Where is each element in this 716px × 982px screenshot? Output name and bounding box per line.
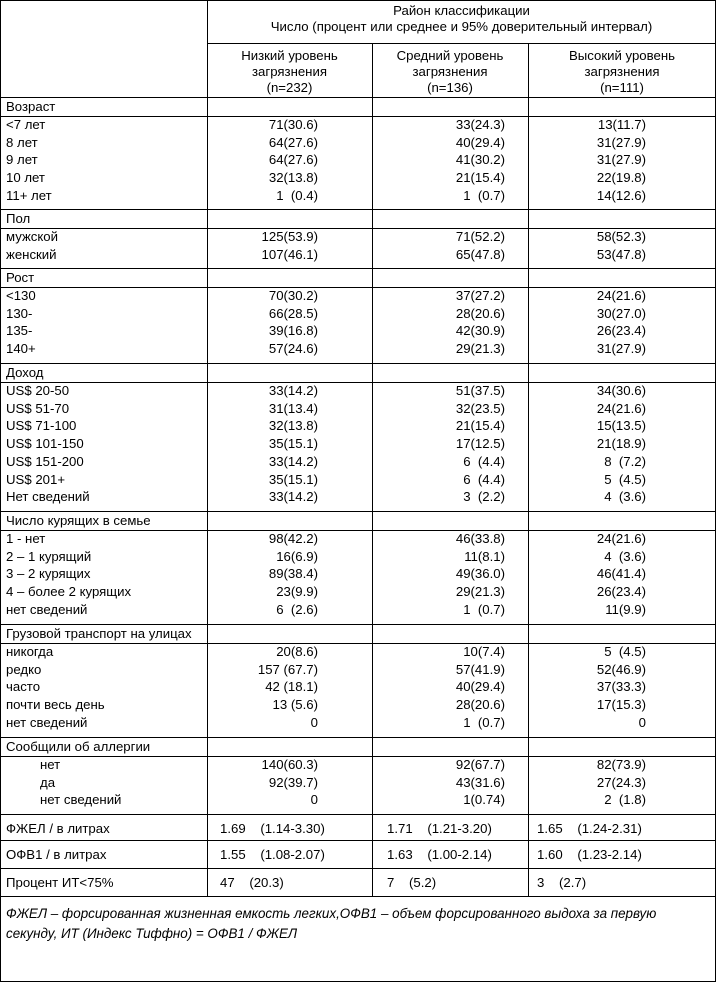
column-header-line1: Низкий уровень (241, 48, 338, 63)
summary-label: ФЖЕЛ / в литрах (6, 821, 110, 836)
cell-value: 125(53.9) (261, 229, 318, 244)
section-bottom-rule (0, 363, 716, 364)
cell-value: 34(30.6) (596, 383, 646, 398)
summary-value: 3 (2.7) (537, 875, 587, 890)
cell-value: 27(24.3) (596, 774, 646, 790)
cell-value: 32(23.5) (455, 400, 505, 416)
cell-value: 17(12.5) (455, 436, 505, 452)
summary-value: 1.71 (1.21-3.20) (387, 821, 492, 836)
cell-value: 92(39.7) (268, 774, 318, 790)
cell-value: 1 (0.7) (463, 714, 505, 730)
section-title: Сообщили об аллергии (6, 739, 151, 754)
cell-value: 0 (638, 714, 646, 730)
row-label: нет сведений (40, 792, 122, 808)
column-header-line2: загрязнения (252, 64, 327, 79)
summary-value: 1.55 (1.08-2.07) (220, 847, 325, 862)
section-bottom-rule (0, 268, 716, 269)
row-label: US$ 71-100 (6, 418, 77, 434)
cell-value: 21(15.4) (455, 170, 505, 186)
summary-rule (0, 840, 716, 841)
summary-value: 47 (20.3) (220, 875, 284, 890)
row-label: US$ 201+ (6, 471, 66, 487)
summary-label: ОФВ1 / в литрах (6, 847, 107, 862)
cell-value: 92(67.7) (455, 757, 505, 772)
row-label: <130 (6, 288, 36, 303)
row-label: 11+ лет (6, 187, 52, 203)
column-header-line3: (n=232) (266, 80, 313, 95)
cell-value: 22(19.8) (596, 170, 646, 186)
cell-value: 3 (2.2) (463, 489, 505, 505)
table-border-top (0, 0, 716, 1)
cell-value: 107(46.1) (261, 246, 318, 262)
cell-value: 0 (310, 714, 318, 730)
cell-value: 37(27.2) (455, 288, 505, 303)
section-bottom-rule (0, 511, 716, 512)
cell-value: 30(27.0) (596, 305, 646, 321)
column-rule-2 (372, 43, 373, 896)
section-bottom-rule (0, 209, 716, 210)
cell-value: 4 (3.6) (604, 489, 646, 505)
row-label: <7 лет (6, 117, 46, 132)
row-label: мужской (6, 229, 58, 244)
row-label: да (40, 774, 56, 790)
cell-value: 24(21.6) (596, 288, 646, 303)
cell-value: 28(20.6) (455, 305, 505, 321)
row-label: 2 – 1 курящий (6, 548, 92, 564)
cell-value: 46(33.8) (455, 531, 505, 546)
section-bottom-rule (0, 737, 716, 738)
section-title: Грузовой транспорт на улицах (6, 626, 192, 641)
cell-value: 11(9.9) (605, 601, 646, 617)
cell-value: 66(28.5) (268, 305, 318, 321)
cell-value: 64(27.6) (268, 134, 318, 150)
cell-value: 71(30.6) (268, 117, 318, 132)
section-title: Рост (6, 270, 35, 285)
header-bottom-rule (0, 97, 716, 98)
row-label: Нет сведений (6, 489, 90, 505)
summary-value: 1.69 (1.14-3.30) (220, 821, 325, 836)
group-subtitle: Число (процент или среднее и 95% доверительный интервал) (270, 19, 653, 34)
cell-value: 33(24.3) (455, 117, 505, 132)
cell-value: 35(15.1) (268, 471, 318, 487)
cell-value: 42 (18.1) (265, 679, 318, 695)
cell-value: 29(21.3) (455, 341, 505, 357)
row-label: US$ 151-200 (6, 453, 84, 469)
cell-value: 5 (4.5) (604, 644, 646, 659)
cell-value: 157 (67.7) (257, 661, 318, 677)
section-title: Пол (6, 211, 31, 226)
table-border-left (0, 0, 1, 896)
cell-value: 10(7.4) (463, 644, 505, 659)
cell-value: 31(27.9) (596, 134, 646, 150)
cell-value: 39(16.8) (268, 323, 318, 339)
row-label: 140+ (6, 341, 36, 357)
cell-value: 0 (310, 792, 318, 808)
cell-value: 65(47.8) (455, 246, 505, 262)
cell-value: 13 (5.6) (272, 697, 318, 713)
column-header-line1: Высокий уровень (569, 48, 675, 63)
row-label: 3 – 2 курящих (6, 566, 91, 582)
column-header-line2: загрязнения (412, 64, 488, 79)
cell-value: 31(13.4) (268, 400, 318, 416)
summary-value: 7 (5.2) (387, 875, 437, 890)
cell-value: 2 (1.8) (604, 792, 646, 808)
cell-value: 42(30.9) (455, 323, 505, 339)
cell-value: 37(33.3) (596, 679, 646, 695)
cell-value: 40(29.4) (455, 134, 505, 150)
section-bottom-rule (0, 814, 716, 815)
column-header-line3: (n=136) (427, 80, 473, 95)
cell-value: 52(46.9) (596, 661, 646, 677)
cell-value: 32(13.8) (268, 170, 318, 186)
cell-value: 28(20.6) (455, 697, 505, 713)
section-title: Возраст (6, 99, 56, 114)
cell-value: 49(36.0) (455, 566, 505, 582)
column-header-line1: Средний уровень (396, 48, 504, 63)
cell-value: 70(30.2) (268, 288, 318, 303)
cell-value: 98(42.2) (268, 531, 318, 546)
cell-value: 1 (0.7) (463, 187, 505, 203)
cell-value: 51(37.5) (455, 383, 505, 398)
cell-value: 1(0.74) (463, 792, 505, 808)
cell-value: 40(29.4) (455, 679, 505, 695)
cell-value: 35(15.1) (268, 436, 318, 452)
cell-value: 15(13.5) (596, 418, 646, 434)
cell-value: 5 (4.5) (604, 471, 646, 487)
summary-value: 1.65 (1.24-2.31) (537, 821, 642, 836)
cell-value: 13(11.7) (597, 117, 646, 132)
summary-label: Процент ИТ<75% (6, 875, 114, 890)
section-title: Число курящих в семье (6, 513, 151, 528)
cell-value: 17(15.3) (596, 697, 646, 713)
cell-value: 1 (0.7) (463, 601, 505, 617)
column-header-line3: (n=111) (600, 80, 644, 95)
column-rule-3 (528, 43, 529, 896)
summary-value: 1.60 (1.23-2.14) (537, 847, 642, 862)
column-rule-1 (207, 0, 208, 896)
cell-value: 32(13.8) (268, 418, 318, 434)
cell-value: 1 (0.4) (276, 187, 318, 203)
footnote: ФЖЕЛ – форсированная жизненная емкость легких,ОФВ1 – объем форсированного выдоха за первую секунду, ИТ (Индекс Тиффно) = ОФВ1 / ФЖЕЛ (6, 906, 657, 941)
row-label: 1 - нет (6, 531, 46, 546)
cell-value: 71(52.2) (455, 229, 505, 244)
row-label: женский (6, 246, 57, 262)
cell-value: 53(47.8) (596, 246, 646, 262)
cell-value: 16(6.9) (276, 548, 318, 564)
row-label: US$ 20-50 (6, 383, 70, 398)
row-label: 8 лет (6, 134, 38, 150)
cell-value: 64(27.6) (268, 152, 318, 168)
cell-value: 6 (4.4) (463, 471, 505, 487)
summary-rule (0, 868, 716, 869)
cell-value: 33(14.2) (268, 489, 318, 505)
row-label: US$ 51-70 (6, 400, 70, 416)
row-label: 10 лет (6, 170, 45, 186)
cell-value: 33(14.2) (268, 453, 318, 469)
cell-value: 26(23.4) (596, 323, 646, 339)
row-label: нет сведений (6, 601, 88, 617)
cell-value: 4 (3.6) (604, 548, 646, 564)
cell-value: 31(27.9) (596, 341, 646, 357)
cell-value: 41(30.2) (455, 152, 505, 168)
cell-value: 6 (4.4) (463, 453, 505, 469)
group-title-underline (207, 43, 716, 44)
row-label: никогда (6, 644, 54, 659)
cell-value: 26(23.4) (596, 584, 646, 600)
row-label: 135- (6, 323, 33, 339)
row-label: 130- (6, 305, 33, 321)
cell-value: 46(41.4) (596, 566, 646, 582)
cell-value: 57(41.9) (455, 661, 505, 677)
cell-value: 140(60.3) (261, 757, 318, 772)
cell-value: 21(18.9) (596, 436, 646, 452)
cell-value: 29(21.3) (455, 584, 505, 600)
cell-value: 82(73.9) (596, 757, 646, 772)
summary-value: 1.63 (1.00-2.14) (387, 847, 492, 862)
footnote-left-rule (0, 896, 1, 982)
row-label: 9 лет (6, 152, 38, 168)
column-header-line2: загрязнения (584, 64, 660, 79)
cell-value: 89(38.4) (268, 566, 318, 582)
row-label: нет сведений (6, 714, 88, 730)
cell-value: 24(21.6) (596, 400, 646, 416)
row-label: нет (40, 757, 61, 772)
row-label: редко (6, 661, 42, 677)
cell-value: 21(15.4) (455, 418, 505, 434)
cell-value: 8 (7.2) (604, 453, 646, 469)
row-label: US$ 101-150 (6, 436, 84, 452)
row-label: часто (6, 679, 41, 695)
cell-value: 14(12.6) (596, 187, 646, 203)
cell-value: 31(27.9) (596, 152, 646, 168)
cell-value: 24(21.6) (596, 531, 646, 546)
section-title: Доход (6, 365, 44, 380)
cell-value: 33(14.2) (268, 383, 318, 398)
cell-value: 57(24.6) (268, 341, 318, 357)
row-label: 4 – более 2 курящих (6, 584, 132, 600)
cell-value: 43(31.6) (455, 774, 505, 790)
group-title: Район классификации (393, 3, 530, 18)
section-bottom-rule (0, 624, 716, 625)
row-label: почти весь день (6, 697, 105, 713)
cell-value: 6 (2.6) (276, 601, 318, 617)
cell-value: 20(8.6) (276, 644, 318, 659)
cell-value: 11(8.1) (464, 548, 505, 564)
summary-rule (0, 896, 716, 897)
cell-value: 58(52.3) (596, 229, 646, 244)
cell-value: 23(9.9) (276, 584, 318, 600)
